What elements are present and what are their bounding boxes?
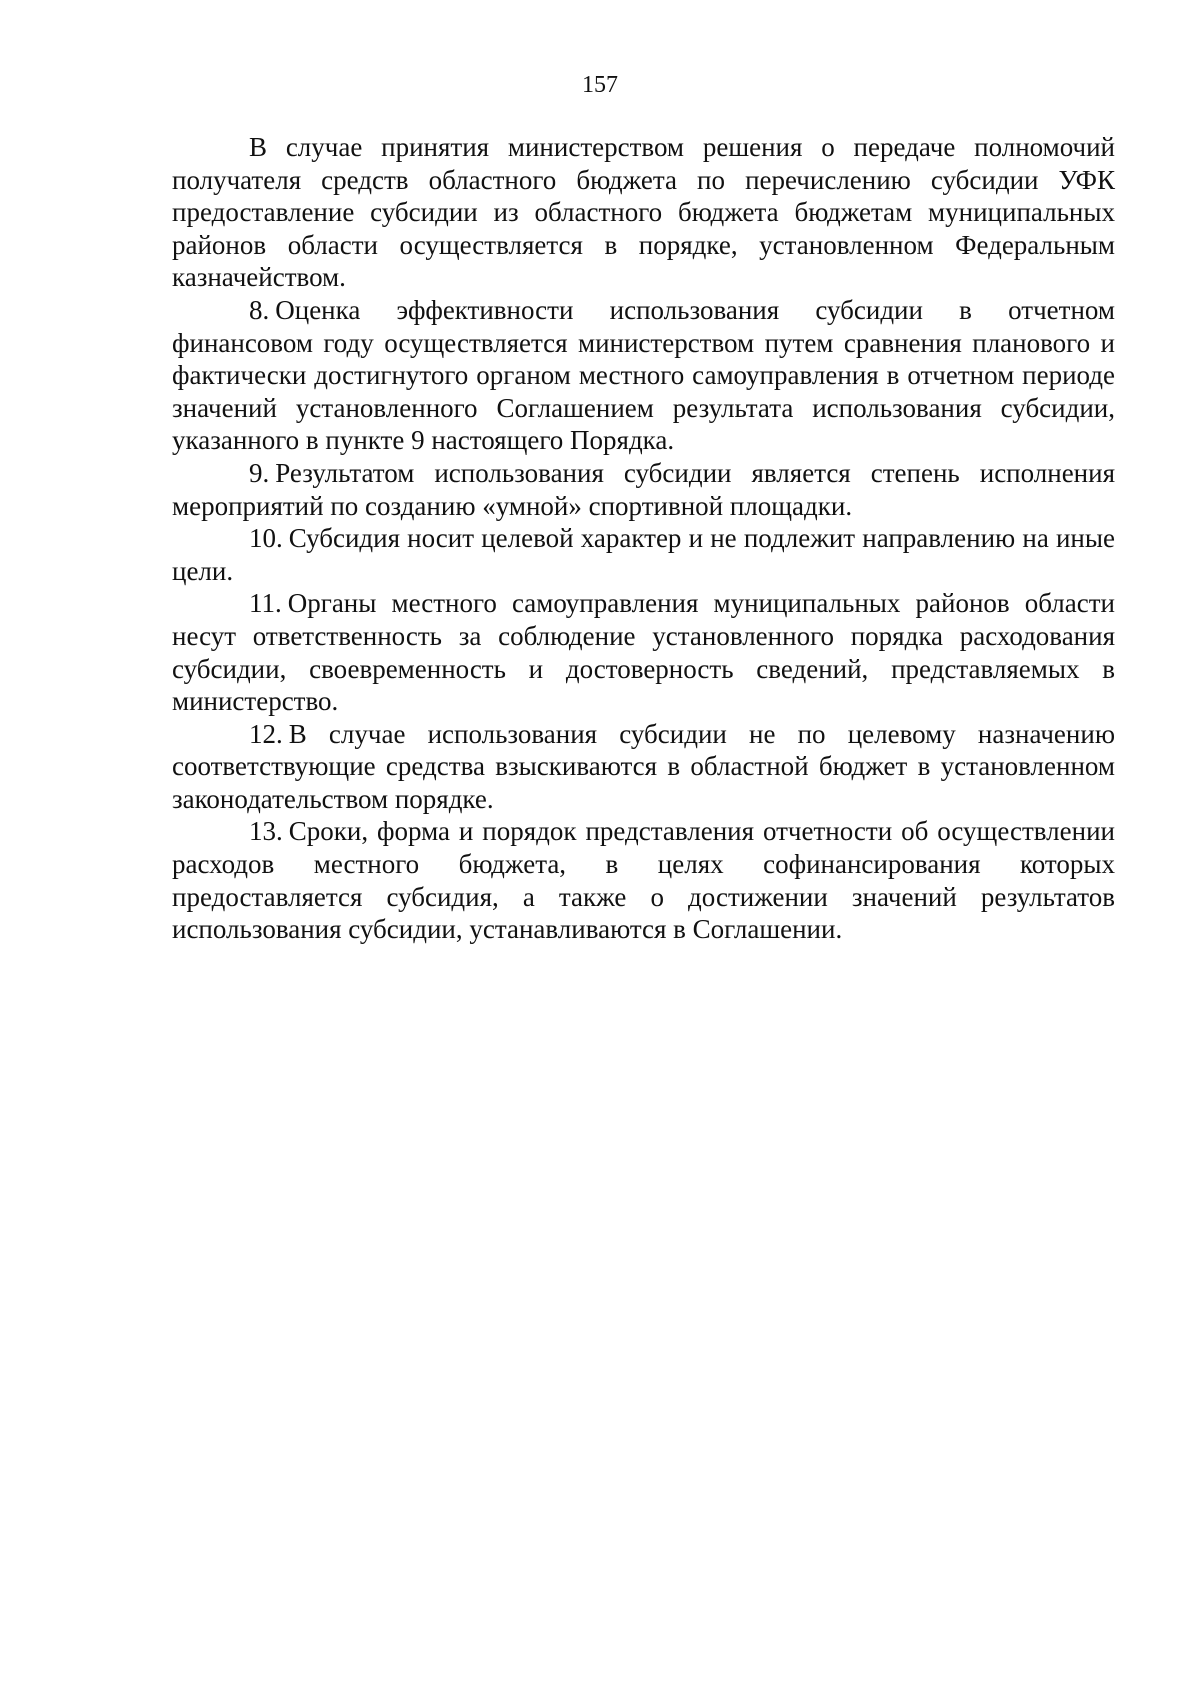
paragraph-text: В случае принятия министерством решения о передаче полномочий получателя средств областного бюджета по перечислению субсидии УФК предоставление субсидии из областного бюджета бюджетам муниципальных районов области осуществляется в порядке, установленном Федеральным казначейством. bbox=[172, 132, 1115, 293]
document-body bbox=[172, 131, 1115, 946]
paragraph-number: 10. bbox=[249, 523, 283, 554]
paragraph-number: 9. bbox=[249, 457, 270, 488]
paragraph-number: 11. bbox=[249, 588, 282, 619]
paragraph-intro bbox=[172, 131, 1115, 294]
paragraph-11 bbox=[172, 587, 1115, 717]
paragraph-text: Органы местного самоуправления муниципальных районов области несут ответственность за соблюдение установленного порядка расходования субсидии, своевременность и достоверность сведений, представляемых в министерство. bbox=[172, 588, 1115, 717]
paragraph-13 bbox=[172, 815, 1115, 945]
paragraph-number: 12. bbox=[249, 718, 283, 749]
paragraph-number: 13. bbox=[249, 816, 283, 847]
paragraph-9 bbox=[172, 457, 1115, 522]
paragraph-text: Результатом использования субсидии является степень исполнения мероприятий по созданию «умной» спортивной площадки. bbox=[172, 457, 1115, 521]
paragraph-text: Сроки, форма и порядок представления отчетности об осуществлении расходов местного бюджета, в целях софинансирования которых предоставляется субсидия, а также о достижении значений результатов использования субсидии, устанавливаются в Соглашении. bbox=[172, 816, 1115, 945]
paragraph-8 bbox=[172, 294, 1115, 457]
paragraph-10 bbox=[172, 522, 1115, 587]
paragraph-text: В случае использования субсидии не по целевому назначению соответствующие средства взыскиваются в областной бюджет в установленном законодательством порядке. bbox=[172, 718, 1115, 814]
paragraph-text: Субсидия носит целевой характер и не подлежит направлению на иные цели. bbox=[172, 523, 1115, 586]
paragraph-12 bbox=[172, 718, 1115, 816]
paragraph-text: Оценка эффективности использования субсидии в отчетном финансовом году осуществляется министерством путем сравнения планового и фактически достигнутого органом местного самоуправления в отчетном периоде значений установленного Соглашением результата использования субсидии, указанного в пункте 9 настоящего Порядка. bbox=[172, 294, 1115, 456]
paragraph-number: 8. bbox=[249, 294, 270, 325]
page-number: 157 bbox=[582, 72, 618, 98]
